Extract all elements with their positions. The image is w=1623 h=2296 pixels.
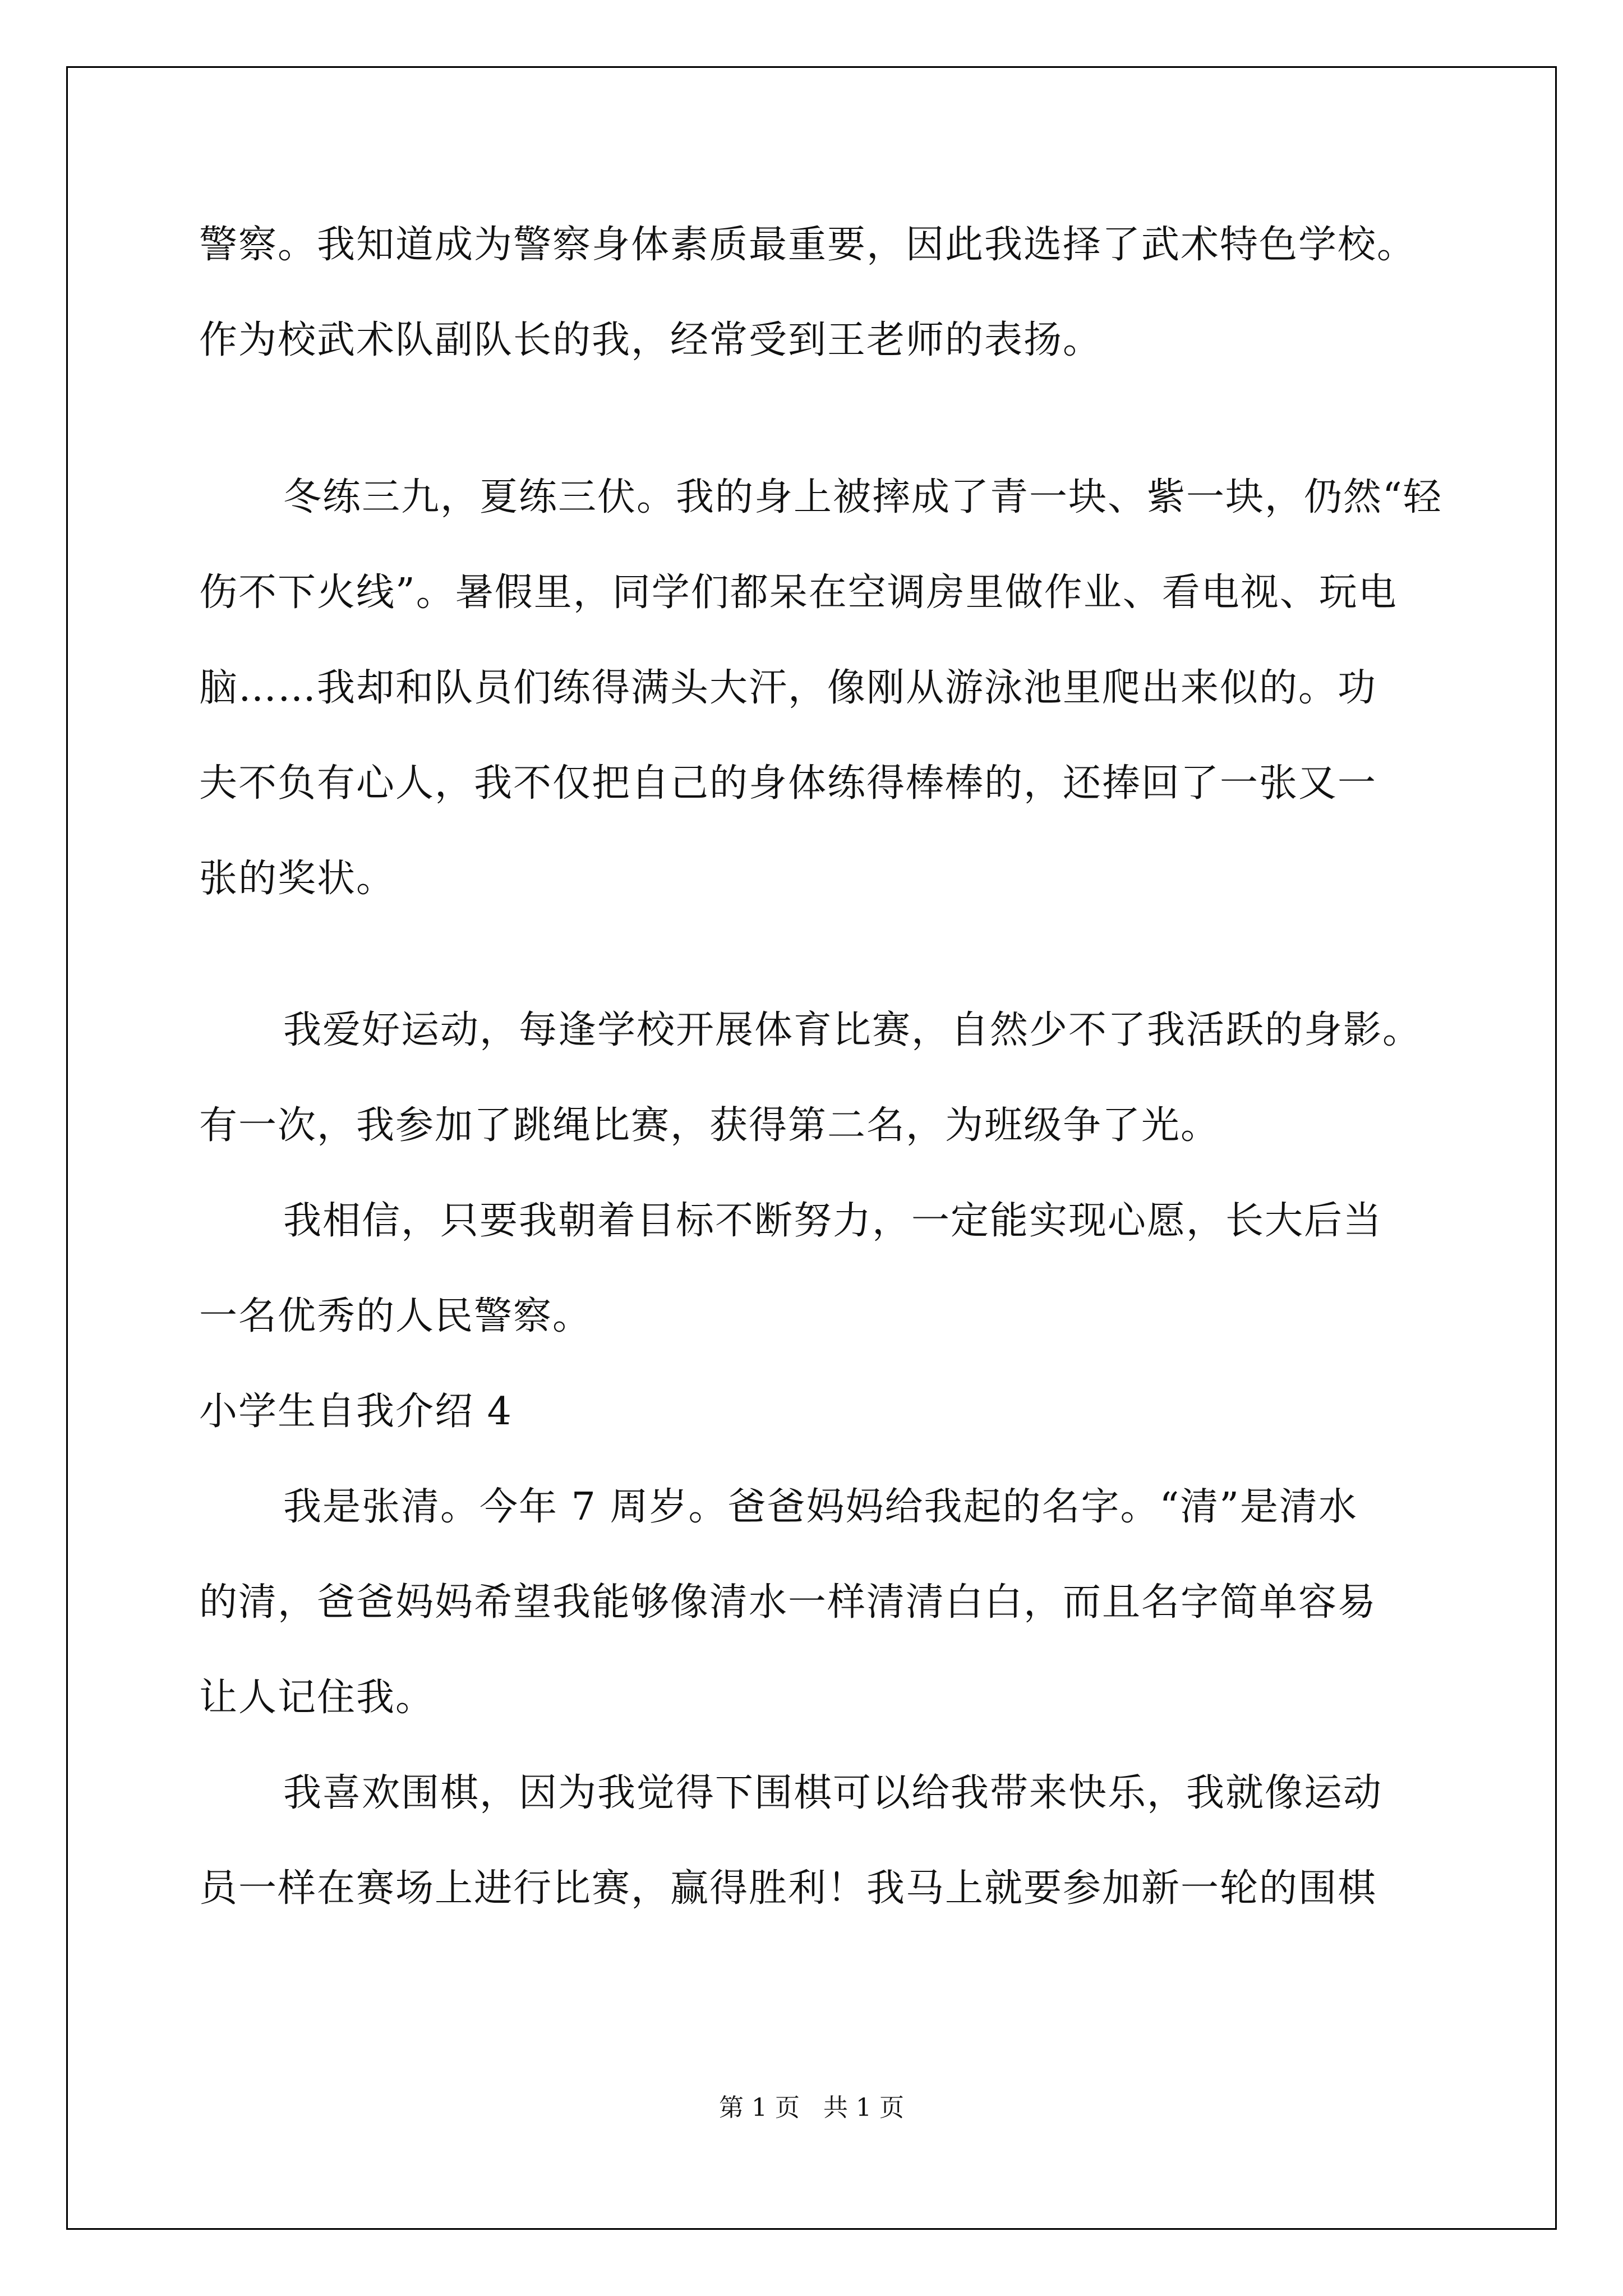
text-line: 张的奖状。 (199, 857, 396, 901)
page-number-footer: 第 1 页 共 1 页 (719, 2093, 904, 2122)
paragraph-first-line: 我是张清。今年 7 周岁。爸爸妈妈给我起的名字。“清”是清水 (283, 1485, 1358, 1529)
text-line: 有一次，我参加了跳绳比赛，获得第二名，为班级争了光。 (199, 1103, 1220, 1148)
text-line: 员一样在赛场上进行比赛，赢得胜利！我马上就要参加新一轮的围棋 (199, 1866, 1377, 1911)
section-heading: 小学生自我介绍 4 (199, 1389, 513, 1434)
paragraph-first-line: 我爱好运动，每逢学校开展体育比赛，自然少不了我活跃的身影。 (283, 1008, 1422, 1052)
text-line: 夫不负有心人，我不仅把自己的身体练得棒棒的，还捧回了一张又一 (199, 761, 1377, 806)
text-line: 作为校武术队副队长的我，经常受到王老师的表扬。 (199, 318, 1103, 362)
text-line: 的清，爸爸妈妈希望我能够像清水一样清清白白，而且名字简单容易 (199, 1580, 1377, 1625)
text-line: 一名优秀的人民警察。 (199, 1294, 592, 1338)
text-line: 让人记住我。 (199, 1676, 435, 1720)
text-line: 伤不下火线”。暑假里，同学们都呆在空调房里做作业、看电视、玩电 (199, 570, 1398, 615)
paragraph-first-line: 我相信，只要我朝着目标不断努力，一定能实现心愿，长大后当 (283, 1199, 1383, 1243)
paragraph-first-line: 冬练三九，夏练三伏。我的身上被摔成了青一块、紫一块，仍然“轻 (283, 475, 1442, 519)
text-line: 警察。我知道成为警察身体素质最重要，因此我选择了武术特色学校。 (199, 223, 1417, 267)
paragraph-first-line: 我喜欢围棋，因为我觉得下围棋可以给我带来快乐，我就像运动 (283, 1771, 1383, 1815)
text-line: 脑……我却和队员们练得满头大汗，像刚从游泳池里爬出来似的。功 (199, 666, 1377, 710)
